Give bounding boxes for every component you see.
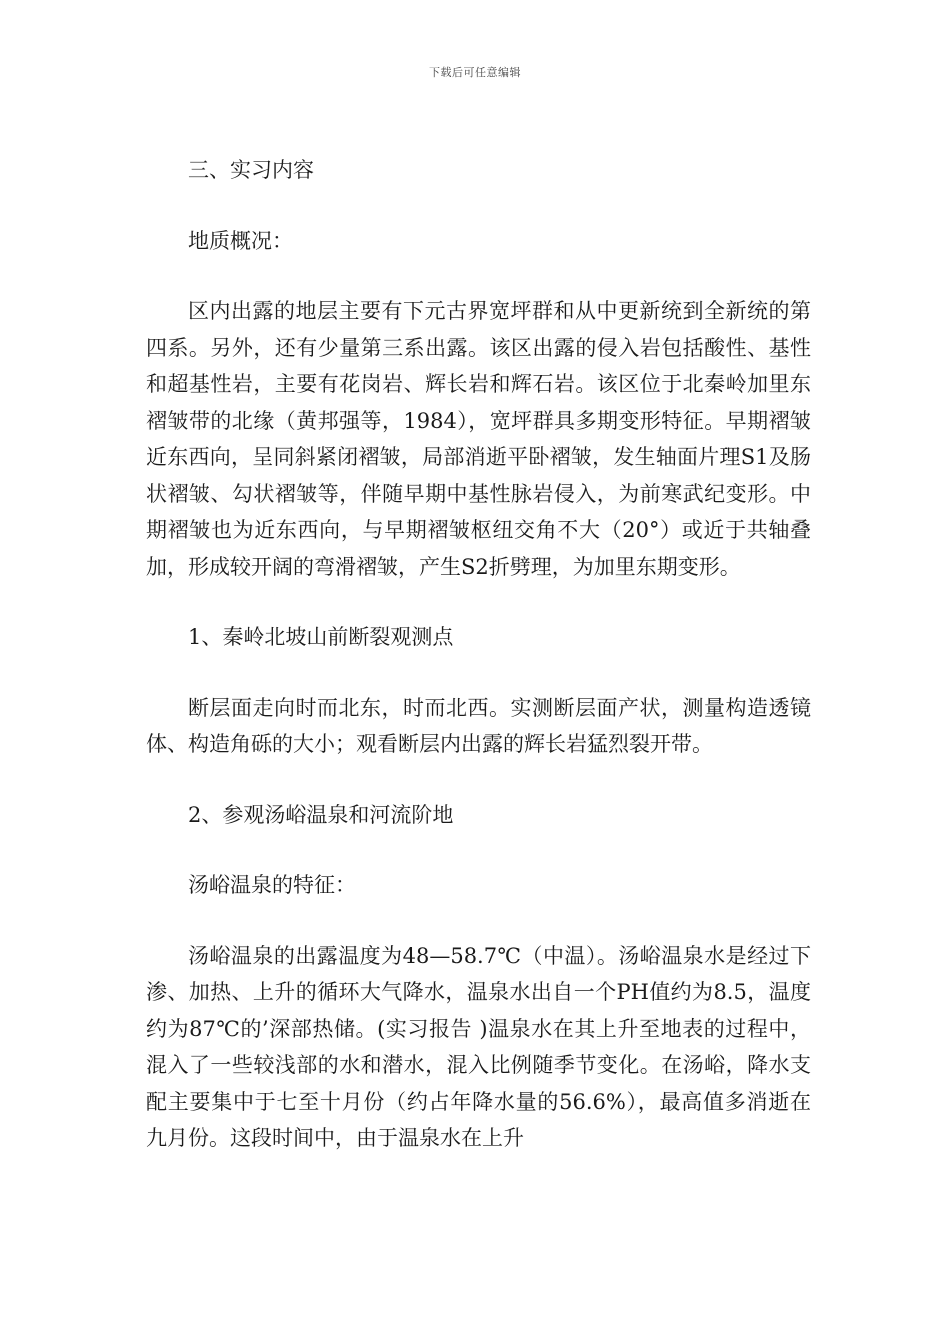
document-body	[146, 152, 811, 1191]
item1-heading: 1、秦岭北坡山前断裂观测点	[188, 625, 454, 649]
section-title: 三、实习内容	[188, 158, 314, 182]
item2-heading: 2、参观汤峪温泉和河流阶地	[188, 802, 454, 827]
page-header: 下载后可任意编辑	[429, 66, 521, 79]
hotspring-paragraph: 汤峪温泉的出露温度为48—58.7℃（中温）。汤峪温泉水是经过下渗、加热、上升的循环大气降水，温泉水出自一个PH值约为8.5，温度约为87℃的’深部热储。(实习报告 )温泉水在其上升至地表的过程中，混入了一些较浅部的水和潜水，混入比例随季节变化。在汤峪，降水支配主要集中于七至十月份（约占年降水量的56.6%），最高值多消逝在九月份。这段时间中，由于温泉水在上升	[146, 943, 811, 1150]
item1-paragraph: 断层面走向时而北东，时而北西。实测断层面产状，测量构造透镜体、构造角砾的大小；观看断层内出露的辉长岩猛烈裂开带。	[146, 695, 811, 756]
geology-heading: 地质概况：	[188, 228, 293, 253]
hotspring-heading: 汤峪温泉的特征：	[188, 873, 356, 897]
geology-paragraph: 区内出露的地层主要有下元古界宽坪群和从中更新统到全新统的第四系。另外，还有少量第三系出露。该区出露的侵入岩包括酸性、基性和超基性岩，主要有花岗岩、辉长岩和辉石岩。该区位于北秦岭加里东褶皱带的北缘（黄邦强等，1984），宽坪群具多期变形特征。早期褶皱近东西向，呈同斜紧闭褶皱，局部消逝平卧褶皱，发生轴面片理S1及肠状褶皱、勾状褶皱等，伴随早期中基性脉岩侵入，为前寒武纪变形。中期褶皱也为近东西向，与早期褶皱枢纽交角不大（20°）或近于共轴叠加，形成较开阔的弯滑褶皱，产生S2折劈理，为加里东期变形。	[146, 299, 811, 579]
